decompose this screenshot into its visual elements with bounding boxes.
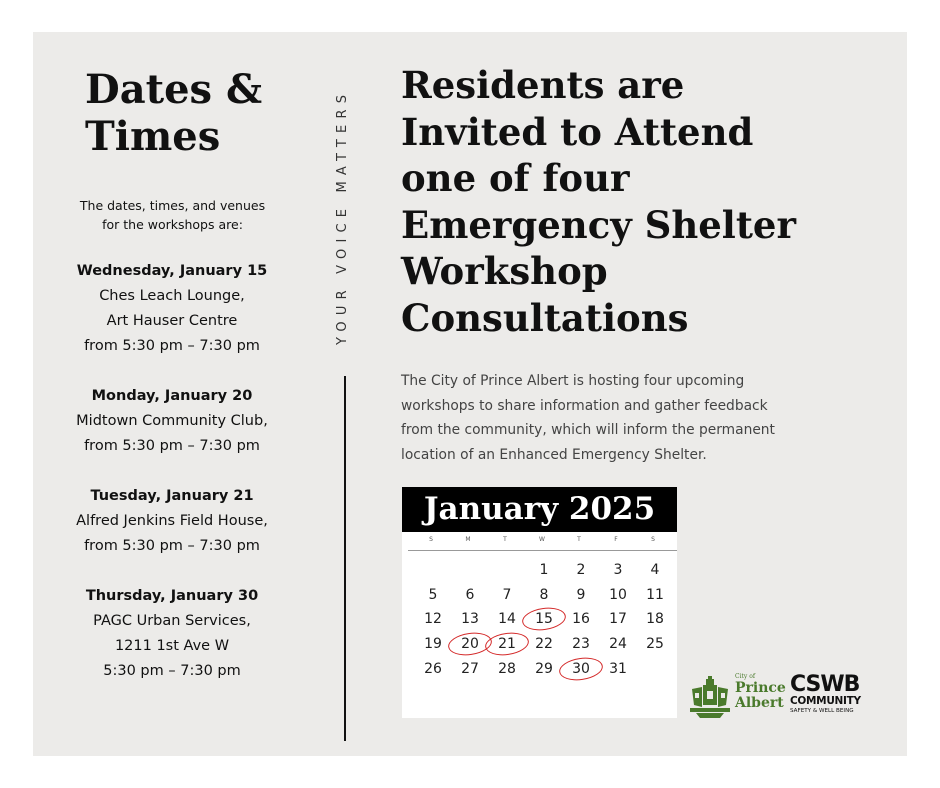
headline-line: one of four (401, 156, 630, 200)
calendar-day: 28 (498, 661, 516, 677)
calendar-day: 3 (613, 562, 623, 578)
calendar-day: 15 (535, 611, 553, 627)
calendar-january-2025 (402, 487, 677, 718)
calendar-day: 12 (424, 611, 442, 627)
session-address: 1211 1st Ave W (114, 638, 230, 654)
prince-albert-logo (688, 673, 786, 719)
calendar-day: 23 (572, 636, 590, 652)
calendar-day: 14 (498, 611, 516, 627)
calendar-day: 5 (428, 587, 438, 603)
calendar-day: 22 (535, 636, 553, 652)
calendar-day: 1 (539, 562, 549, 578)
calendar-day: 30 (572, 661, 590, 677)
session-thursday (60, 584, 284, 684)
weekday-label: W (539, 536, 545, 543)
calendar-day: 13 (461, 611, 479, 627)
session-time: from 5:30 pm – 7:30 pm (84, 538, 260, 554)
calendar-day: 2 (576, 562, 586, 578)
session-date: Thursday, January 30 (85, 588, 259, 604)
calendar-day: 20 (461, 636, 479, 652)
headline-line: Consultations (401, 295, 689, 340)
paragraph-line: The City of Prince Albert is hosting four upcoming (401, 373, 745, 389)
weekday-label: S (651, 536, 655, 543)
paragraph-line: from the community, which will inform the permanent (401, 422, 775, 438)
description-paragraph (401, 369, 821, 467)
calendar-day: 10 (609, 587, 627, 603)
calendar-day: 26 (424, 661, 442, 677)
calendar-day: 9 (576, 587, 586, 603)
headline-line: Invited to Attend (401, 109, 754, 154)
calendar-day: 16 (572, 611, 590, 627)
weekday-label: M (465, 536, 471, 543)
headline-line: Workshop (401, 249, 608, 293)
weekday-label: F (614, 536, 618, 543)
prince-albert-wordmark (735, 673, 786, 711)
calendar-day: 6 (465, 587, 475, 603)
session-time: 5:30 pm – 7:30 pm (103, 663, 241, 679)
calendar-day: 27 (461, 661, 479, 677)
logo-text: SAFETY & WELL BEING (790, 708, 854, 714)
divider-line (344, 376, 346, 741)
weekday-label: S (429, 536, 433, 543)
session-venue: PAGC Urban Services, (93, 613, 251, 629)
session-venue: Ches Leach Lounge, (99, 288, 245, 304)
calendar-day: 17 (609, 611, 627, 627)
calendar-day: 4 (650, 562, 660, 578)
intro-line: for the workshops are: (102, 217, 243, 232)
main-headline (401, 62, 881, 341)
heading-line: Times (85, 113, 221, 160)
cswb-logo (790, 674, 880, 719)
heading-line: Dates & (85, 66, 263, 113)
session-venue: Art Hauser Centre (106, 313, 238, 329)
calendar-day: 7 (502, 587, 512, 603)
dates-times-heading (85, 66, 325, 160)
session-wednesday (60, 259, 284, 359)
your-voice-matters-text: YOUR VOICE MATTERS (335, 88, 350, 345)
calendar-title: January 2025 (402, 487, 677, 532)
calendar-day: 21 (498, 636, 516, 652)
session-date: Wednesday, January 15 (76, 263, 268, 279)
city-crest-icon (688, 675, 732, 719)
session-time: from 5:30 pm – 7:30 pm (84, 438, 260, 454)
headline-line: Emergency Shelter (401, 202, 796, 247)
paragraph-line: location of an Enhanced Emergency Shelter. (401, 446, 707, 463)
calendar-day: 29 (535, 661, 553, 677)
calendar-day: 19 (424, 636, 442, 652)
session-venue: Alfred Jenkins Field House, (76, 513, 268, 529)
calendar-day: 11 (646, 587, 664, 603)
session-tuesday (60, 484, 284, 559)
headline-line: Residents are (401, 63, 685, 107)
calendar-divider (408, 550, 677, 551)
paragraph-line: workshops to share information and gather feedback (401, 397, 768, 414)
logo-text: Prince (735, 680, 786, 696)
session-date: Tuesday, January 21 (90, 488, 254, 504)
weekday-label: T (577, 536, 581, 543)
session-venue: Midtown Community Club, (76, 413, 268, 429)
logo-text: City of (735, 673, 756, 680)
intro-text (70, 196, 275, 234)
calendar-day: 25 (646, 636, 664, 652)
calendar-day: 24 (609, 636, 627, 652)
session-time: from 5:30 pm – 7:30 pm (84, 338, 260, 354)
calendar-day: 31 (609, 661, 627, 677)
logo-text: CSWB (790, 672, 860, 697)
calendar-day: 18 (646, 611, 664, 627)
logo-text: COMMUNITY (790, 695, 861, 707)
session-monday (60, 384, 284, 459)
calendar-day: 8 (539, 587, 549, 603)
logo-text: Albert (735, 695, 784, 711)
intro-line: The dates, times, and venues (79, 198, 266, 213)
session-date: Monday, January 20 (91, 388, 253, 404)
weekday-label: T (503, 536, 507, 543)
